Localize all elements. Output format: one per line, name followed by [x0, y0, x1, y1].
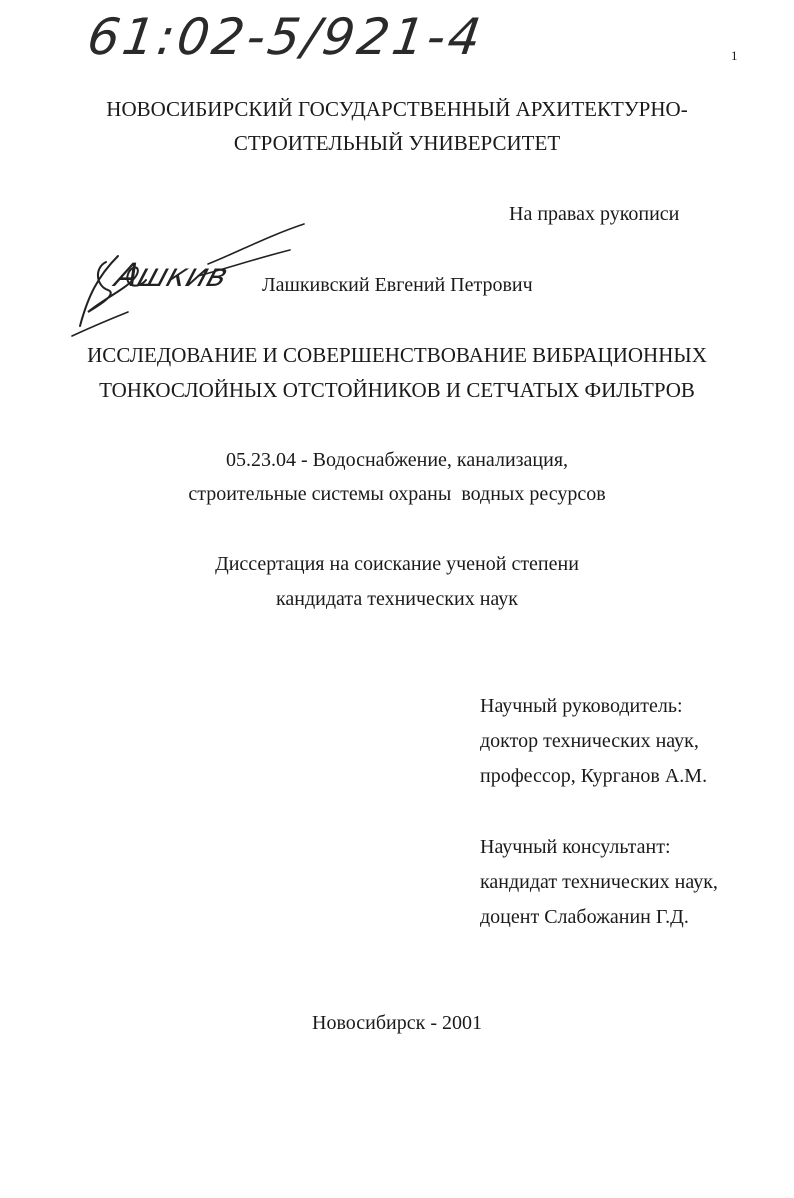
dissertation-title-line1: ИССЛЕДОВАНИЕ И СОВЕРШЕНСТВОВАНИЕ ВИБРАЦИОННЫХ: [87, 343, 707, 367]
consultant-name: доцент Слабожанин Г.Д.: [480, 906, 689, 928]
consultant-degree: кандидат технических наук,: [480, 871, 718, 893]
dissertation-title-line2: ТОНКОСЛОЙНЫХ ОТСТОЙНИКОВ И СЕТЧАТЫХ ФИЛЬТРОВ: [99, 378, 695, 402]
university-name-line1: НОВОСИБИРСКИЙ ГОСУДАРСТВЕННЫЙ АРХИТЕКТУРНО-: [106, 97, 688, 121]
signature-lettering: Ашкив: [110, 256, 233, 294]
handwritten-archive-code: 61:02-5/921-4: [83, 8, 488, 66]
author-name: Лашкивский Евгений Петрович: [262, 274, 533, 296]
consultant-label: Научный консультант:: [480, 836, 671, 858]
manuscript-rights: На правах рукописи: [509, 203, 680, 225]
degree-statement-line1: Диссертация на соискание ученой степени: [215, 553, 579, 575]
supervisor-label: Научный руководитель:: [480, 695, 683, 717]
specialty-code-line2: строительные системы охраны водных ресурсов: [188, 483, 606, 505]
university-name-line2: СТРОИТЕЛЬНЫЙ УНИВЕРСИТЕТ: [233, 131, 561, 155]
supervisor-name: профессор, Курганов А.М.: [480, 765, 708, 787]
supervisor-degree: доктор технических наук,: [480, 730, 699, 752]
degree-statement-line2: кандидата технических наук: [275, 588, 519, 610]
specialty-code-line1: 05.23.04 - Водоснабжение, канализация,: [225, 449, 569, 471]
city-and-year: Новосибирск - 2001: [312, 1012, 482, 1034]
page-number: 1: [731, 48, 738, 63]
